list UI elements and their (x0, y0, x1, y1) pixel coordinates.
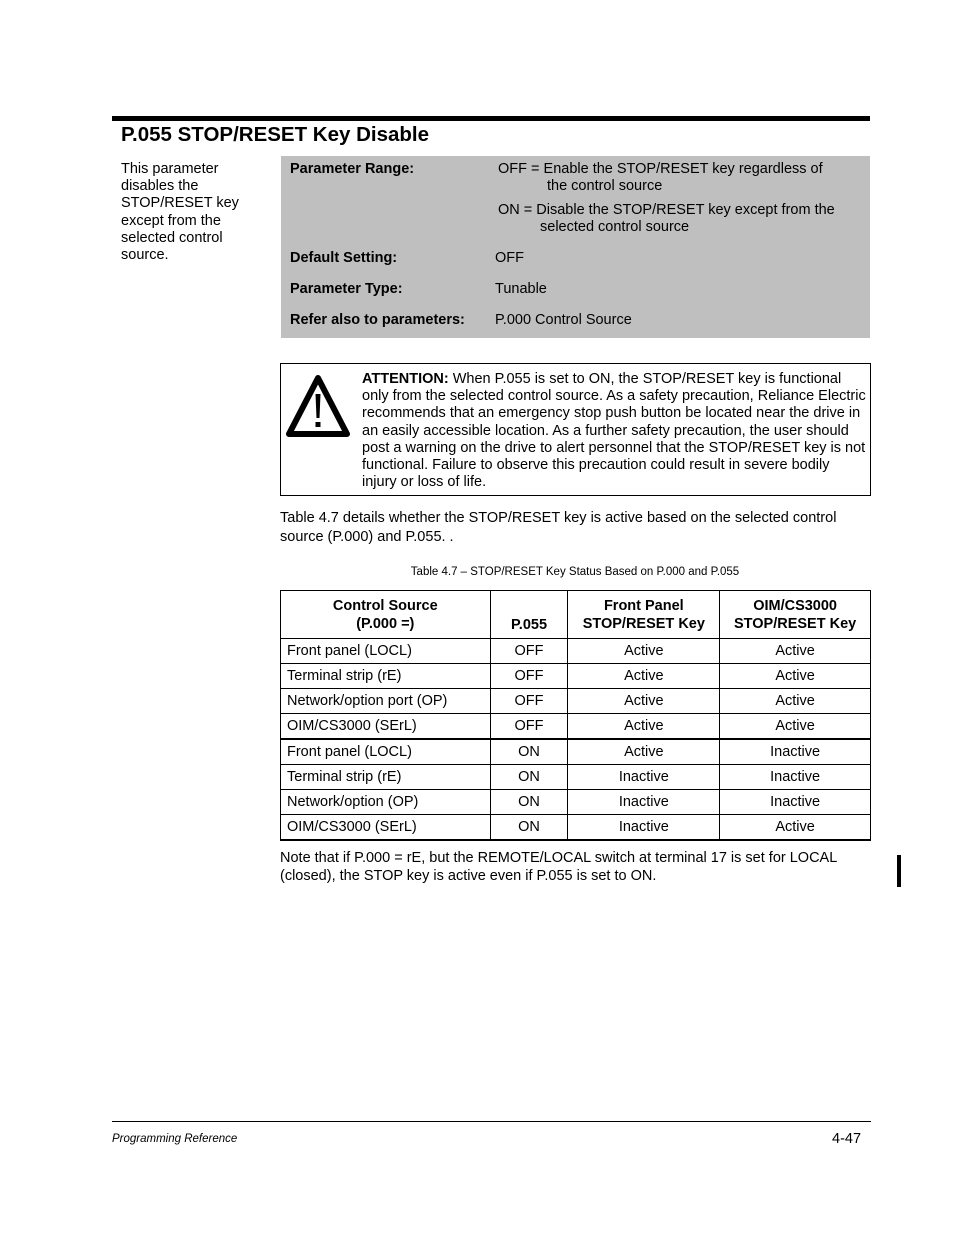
table-cell: OFF (490, 714, 568, 740)
revision-change-bar (897, 855, 901, 887)
table-cell: Active (568, 739, 720, 765)
default-setting-label: Default Setting: (290, 250, 398, 266)
footer-page-number: 4-47 (832, 1131, 862, 1147)
parameter-type-value: Tunable (495, 281, 547, 297)
header-front-panel-key: Front Panel STOP/RESET Key (568, 591, 720, 639)
parameter-range-off-line1: OFF = Enable the STOP/RESET key regardless of (498, 161, 823, 177)
table-cell: Active (720, 714, 871, 740)
table-cell: Inactive (720, 790, 871, 815)
table-cell: ON (490, 815, 568, 841)
table-row (281, 714, 871, 740)
table-cell: Inactive (568, 790, 720, 815)
refer-also-label: Refer also to parameters: (290, 312, 465, 328)
default-setting-value: OFF (495, 250, 524, 266)
attention-label: ATTENTION: (362, 371, 449, 387)
table-cell: OFF (490, 689, 568, 714)
table-cell: ON (490, 765, 568, 790)
table-cell: OIM/CS3000 (SErL) (281, 815, 491, 841)
table-cell: Inactive (568, 815, 720, 841)
table-cell: Inactive (720, 739, 871, 765)
table-cell: OFF (490, 664, 568, 689)
refer-also-value: P.000 Control Source (495, 312, 632, 328)
table-cell: Active (568, 639, 720, 664)
table-row (281, 790, 871, 815)
parameter-type-label: Parameter Type: (290, 281, 403, 297)
attention-text (362, 371, 866, 491)
table-row (281, 739, 871, 765)
warning-triangle-icon (284, 372, 352, 440)
table-cell: Terminal strip (rE) (281, 765, 491, 790)
table-row (281, 815, 871, 841)
footer-rule (112, 1121, 871, 1122)
intro-paragraph: Table 4.7 details whether the STOP/RESET key is active based on the selected control source (P.000) and P.055. . (280, 510, 837, 545)
parameter-range-label: Parameter Range: (290, 161, 415, 177)
parameter-range-on-line2: selected control source (540, 219, 690, 235)
attention-body: When P.055 is set to ON, the STOP/RESET key is functional only from the selected control source. As a safety precaution, Reliance Electric recommends that an emergency stop push button be located near the drive in an easily accessible location. As a further safety precaution, the user should post a warning on the drive to alert personnel that the STOP/RESET key is not functional. Failure to observe this precaution could result in severe bodily injury or loss of life. (362, 371, 866, 491)
table-caption: Table 4.7 – STOP/RESET Key Status Based on P.000 and P.055 (410, 566, 740, 578)
parameter-range-off-line2: the control source (547, 178, 663, 194)
table-cell: Front panel (LOCL) (281, 639, 491, 664)
table-cell: Front panel (LOCL) (281, 739, 491, 765)
table-cell: Active (720, 664, 871, 689)
table-row (281, 639, 871, 664)
table-cell: Inactive (568, 765, 720, 790)
table-cell: Active (568, 714, 720, 740)
table-cell: Active (568, 689, 720, 714)
footer-section-name: Programming Reference (112, 1133, 238, 1145)
table-cell: OFF (490, 639, 568, 664)
table-cell: ON (490, 790, 568, 815)
table-header-row (281, 591, 871, 639)
table-cell: Terminal strip (rE) (281, 664, 491, 689)
header-oim-key: OIM/CS3000 STOP/RESET Key (720, 591, 871, 639)
table-cell: Active (568, 664, 720, 689)
table-cell: Network/option (OP) (281, 790, 491, 815)
header-p055: P.055 (490, 591, 568, 639)
parameter-info-box (281, 156, 870, 338)
table-cell: Active (720, 639, 871, 664)
table-cell: Active (720, 815, 871, 841)
table-cell: Network/option port (OP) (281, 689, 491, 714)
sidebar-description: This parameter disables the STOP/RESET key except from the selected control source. (121, 161, 239, 264)
table-cell: Active (720, 689, 871, 714)
table-cell: ON (490, 739, 568, 765)
table-cell: OIM/CS3000 (SErL) (281, 714, 491, 740)
table-row (281, 689, 871, 714)
page-title: P.055 STOP/RESET Key Disable (121, 123, 430, 146)
parameter-range-on-line1: ON = Disable the STOP/RESET key except from the (498, 202, 835, 218)
note-paragraph: Note that if P.000 = rE, but the REMOTE/LOCAL switch at terminal 17 is set for LOCAL (closed), the STOP key is active even if P.055 is set to ON. (280, 850, 837, 884)
attention-box (280, 363, 871, 496)
table-row (281, 765, 871, 790)
stop-reset-status-table (280, 590, 871, 841)
table-row (281, 664, 871, 689)
header-control-source: Control Source (P.000 =) (281, 591, 491, 639)
table-cell: Inactive (720, 765, 871, 790)
